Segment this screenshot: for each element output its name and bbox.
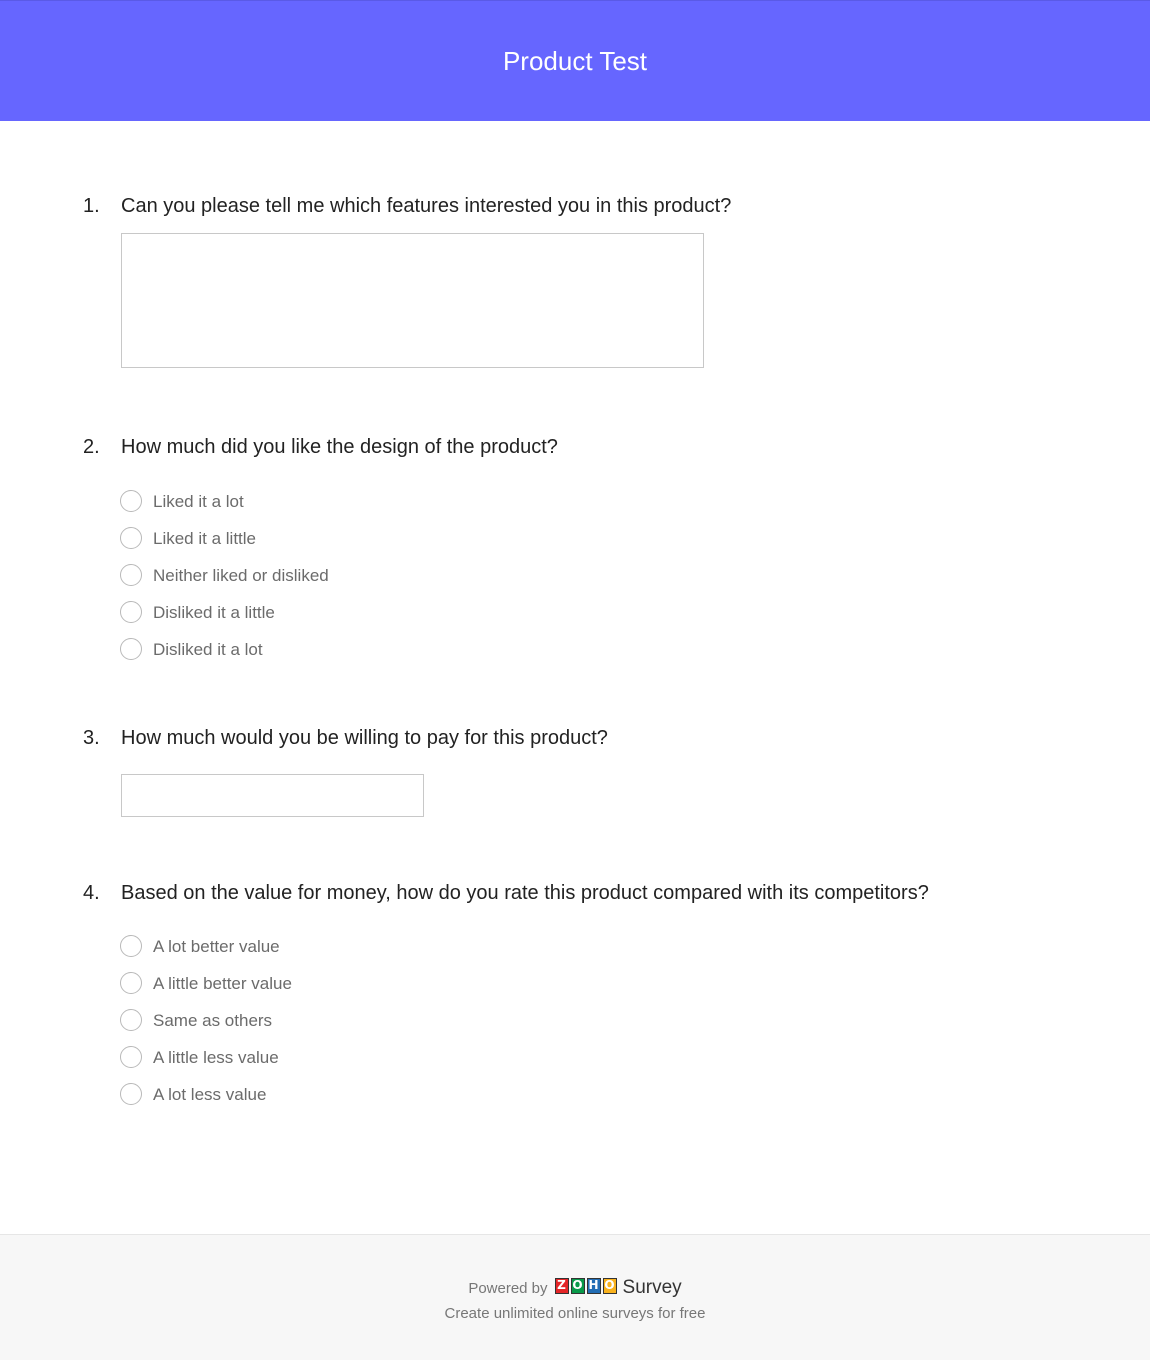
radio-button[interactable] xyxy=(120,972,142,994)
radio-button[interactable] xyxy=(120,638,142,660)
question-number: 4. xyxy=(83,882,100,904)
radio-option-disliked-a-lot[interactable] xyxy=(120,638,520,662)
question-text: How much would you be willing to pay for this product? xyxy=(121,727,608,749)
radio-option-a-little-better[interactable] xyxy=(120,972,520,996)
option-label: Disliked it a lot xyxy=(153,640,263,659)
radio-button[interactable] xyxy=(120,1083,142,1105)
zoho-logo[interactable] xyxy=(554,1278,618,1298)
price-input[interactable] xyxy=(121,774,424,817)
radio-button[interactable] xyxy=(120,1009,142,1031)
question-3 xyxy=(83,725,1083,751)
radio-button[interactable] xyxy=(120,564,142,586)
option-label: A little better value xyxy=(153,974,292,993)
question-number: 1. xyxy=(83,195,100,217)
question-2 xyxy=(83,434,1083,659)
radio-option-a-lot-better[interactable] xyxy=(120,935,520,959)
radio-button[interactable] xyxy=(120,1046,142,1068)
zoho-logo-letter: O xyxy=(572,1278,583,1292)
survey-title: Product Test xyxy=(502,46,648,76)
zoho-logo-letter: H xyxy=(588,1278,599,1292)
radio-option-disliked-a-little[interactable] xyxy=(120,601,520,625)
radio-option-a-little-less[interactable] xyxy=(120,1046,520,1070)
question-1 xyxy=(83,193,1083,219)
radio-button[interactable] xyxy=(120,527,142,549)
radio-button[interactable] xyxy=(120,935,142,957)
question-number: 2. xyxy=(83,436,100,458)
radio-option-a-lot-less[interactable] xyxy=(120,1083,520,1107)
option-label: Neither liked or disliked xyxy=(153,566,329,585)
radio-button[interactable] xyxy=(120,601,142,623)
option-label: Same as others xyxy=(153,1011,273,1030)
option-label: A little less value xyxy=(153,1048,279,1067)
radio-option-neutral[interactable] xyxy=(120,564,520,588)
radio-option-same[interactable] xyxy=(120,1009,520,1033)
option-label: Liked it a lot xyxy=(153,492,244,511)
question-number: 3. xyxy=(83,727,100,749)
option-label: A lot less value xyxy=(153,1085,267,1104)
footer-tagline[interactable]: Create unlimited online surveys for free xyxy=(444,1305,706,1322)
question-text: Can you please tell me which features interested you in this product? xyxy=(121,195,732,217)
question-4 xyxy=(83,880,1083,1104)
radio-option-liked-a-lot[interactable] xyxy=(120,490,520,514)
radio-button[interactable] xyxy=(120,490,142,512)
zoho-logo-letter: O xyxy=(604,1278,615,1292)
zoho-logo-letter: Z xyxy=(555,1278,569,1294)
question-text: How much did you like the design of the product? xyxy=(121,436,558,458)
features-textarea[interactable] xyxy=(121,233,704,368)
survey-brand-text: Survey xyxy=(622,1277,682,1298)
powered-by-row[interactable] xyxy=(0,1277,1150,1299)
radio-option-liked-a-little[interactable] xyxy=(120,527,520,551)
footer xyxy=(0,1234,1150,1360)
option-label: Liked it a little xyxy=(153,529,256,548)
powered-by-text: Powered by xyxy=(468,1279,548,1297)
option-label: Disliked it a little xyxy=(153,603,275,622)
survey-header xyxy=(0,0,1150,121)
option-label: A lot better value xyxy=(153,937,280,956)
question-text: Based on the value for money, how do you rate this product compared with its competitors? xyxy=(121,882,929,904)
